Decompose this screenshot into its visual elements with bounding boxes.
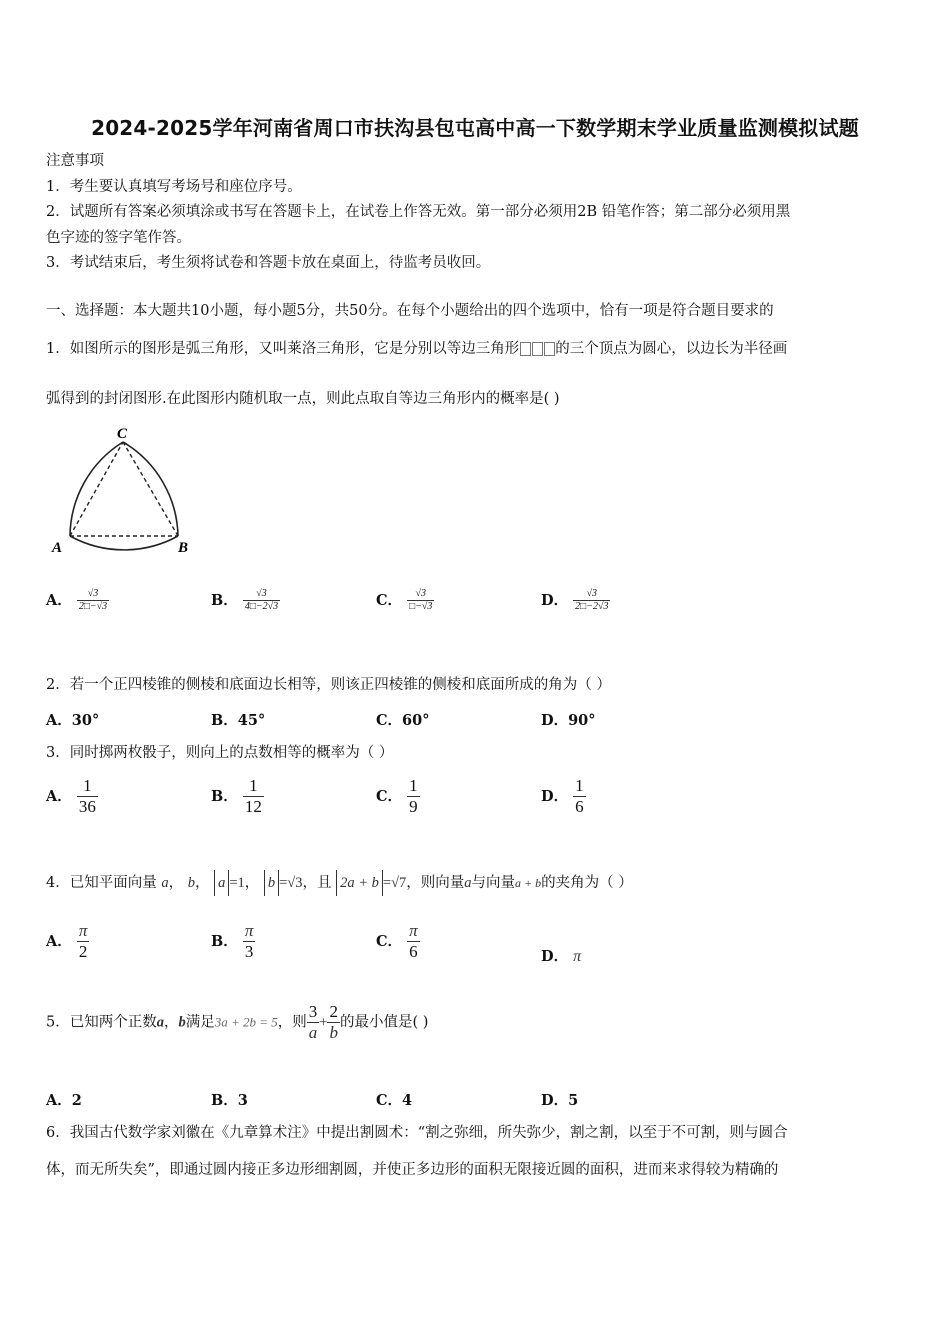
q5-option-b[interactable]: B．3 [211, 1092, 248, 1109]
question-6-line-2: 体，而无所失矣”，即通过圆内接正多边形细割圆，并使正多边形的面积无限接近圆的面积，进而来求得较为精确的 [46, 1162, 779, 1178]
notice-item-2: 2．试题所有答案必须填涂或书写在答题卡上，在试卷上作答无效。第一部分必须用2B 铅笔作答；第二部分必须用黑 [46, 204, 791, 220]
question-5: 5．已知两个正数a，b满足3a + 2b = 5，则 $\frac{3}{a}$ + $\frac{2}{b}$ 的最小值是( ) [46, 1002, 429, 1042]
option-fraction: $\frac{1}{9}$ [409, 776, 418, 816]
question-1-line-2: 弧得到的封闭图形.在此图形内随机取一点，则此点取自等边三角形内的概率是( ) [46, 391, 560, 407]
q3-option-d[interactable]: D． $\frac{1}{6}$ [541, 776, 584, 816]
option-fraction: $\frac{√3}{2□-√3}$ [78, 588, 108, 612]
option-label: D． [541, 592, 569, 609]
side-ac [70, 442, 123, 536]
q1-text-b: 的三个顶点为圆心，以边长为半径画 [555, 341, 788, 357]
arc-ab [70, 536, 178, 550]
q2-option-a[interactable]: A．30° [46, 712, 100, 729]
fraction-3-over-a: $\frac{3}{a}$ [308, 1002, 318, 1042]
question-6-line-1: 6．我国古代数学家刘徽在《九章算术注》中提出割圆术：“割之弥细，所失弥少，割之割，以至于不可割，则与圆合 [46, 1125, 788, 1141]
option-fraction: $\frac{1}{36}$ [78, 776, 96, 816]
condition-2: b =√3 [264, 875, 303, 891]
vector-a: a [161, 875, 169, 891]
question-2: 2．若一个正四棱锥的侧棱和底面边长相等，则该正四棱锥的侧棱和底面所成的角为（ ） [46, 677, 611, 693]
q4-option-c[interactable]: C． $\frac{\pi}{6}$ [376, 921, 418, 961]
option-fraction: $\frac{\pi}{2}$ [78, 921, 88, 961]
label-b: B [178, 540, 189, 556]
q5-option-a[interactable]: A．2 [46, 1092, 82, 1109]
label-c: C [117, 426, 128, 442]
label-a: A [52, 540, 63, 556]
missing-glyph-icon [519, 341, 555, 357]
option-fraction: $\frac{1}{6}$ [575, 776, 584, 816]
q1-option-a[interactable] [46, 588, 109, 613]
option-fraction: $\frac{\pi}{3}$ [244, 921, 254, 961]
q1-option-c[interactable] [376, 588, 434, 613]
q2-option-c[interactable]: C．60° [376, 712, 430, 729]
notice-item-3: 3．考试结束后，考生须将试卷和答题卡放在桌面上，待监考员收回。 [46, 255, 491, 271]
condition-3: 2a + b =√7 [336, 875, 406, 891]
q1-option-b[interactable] [211, 588, 280, 613]
reuleaux-triangle-figure [48, 422, 198, 562]
option-fraction: $\frac{√3}{4□-2√3}$ [244, 588, 279, 612]
side-bc [123, 442, 178, 536]
q1-text-a: 1．如图所示的图形是弧三角形，又叫莱洛三角形，它是分别以等边三角形 [46, 341, 520, 357]
question-3: 3．同时掷两枚骰子，则向上的点数相等的概率为（ ） [46, 745, 394, 761]
option-label: C． [376, 592, 403, 609]
q4-option-b[interactable]: B． $\frac{\pi}{3}$ [211, 921, 254, 961]
q3-option-b[interactable]: B． $\frac{1}{12}$ [211, 776, 262, 816]
constraint: 3a + 2b = 5 [214, 1014, 278, 1030]
q5-option-c[interactable]: C．4 [376, 1092, 413, 1109]
q5-option-d[interactable]: D．5 [541, 1092, 579, 1109]
option-label: B． [211, 592, 238, 609]
q3-option-a[interactable]: A． $\frac{1}{36}$ [46, 776, 96, 816]
condition-1: a =1 [214, 875, 245, 891]
vector-b: b [187, 875, 195, 891]
page-title: 2024-2025学年河南省周口市扶沟县包屯高中高一下数学期末学业质量监测模拟试题 [91, 116, 859, 140]
option-fraction: $\frac{√3}{□-√3}$ [409, 588, 433, 612]
q1-option-d[interactable] [541, 588, 610, 613]
q3-option-c[interactable]: C． $\frac{1}{9}$ [376, 776, 418, 816]
notice-item-1: 1．考生要认真填写考场号和座位序号。 [46, 179, 302, 195]
q4-option-a[interactable]: A． $\frac{\pi}{2}$ [46, 921, 88, 961]
option-fraction: $\frac{\pi}{6}$ [409, 921, 418, 961]
q2-option-b[interactable]: B．45° [211, 712, 266, 729]
option-fraction: $\frac{√3}{2□-2√3}$ [575, 588, 609, 612]
question-1-line-1 [46, 339, 787, 359]
q2-option-d[interactable]: D．90° [541, 712, 596, 729]
option-label: A． [46, 592, 72, 609]
section-heading: 一、选择题：本大题共10小题，每小题5分，共50分。在每个小题给出的四个选项中，恰有一项是符合题目要求的 [46, 303, 774, 319]
fraction-2-over-b: $\frac{2}{b}$ [329, 1002, 338, 1042]
question-4: 4．已知平面向量 a， b， a =1， b =√3，且 2a + b =√7，则向量a与向量a + b的夹角为（ ） [46, 870, 633, 896]
notice-item-2-cont: 色字迹的签字笔作答。 [46, 230, 191, 246]
q4-option-d[interactable]: D． π [541, 948, 582, 965]
notice-heading: 注意事项 [46, 153, 104, 169]
option-fraction: $\frac{1}{12}$ [244, 776, 262, 816]
